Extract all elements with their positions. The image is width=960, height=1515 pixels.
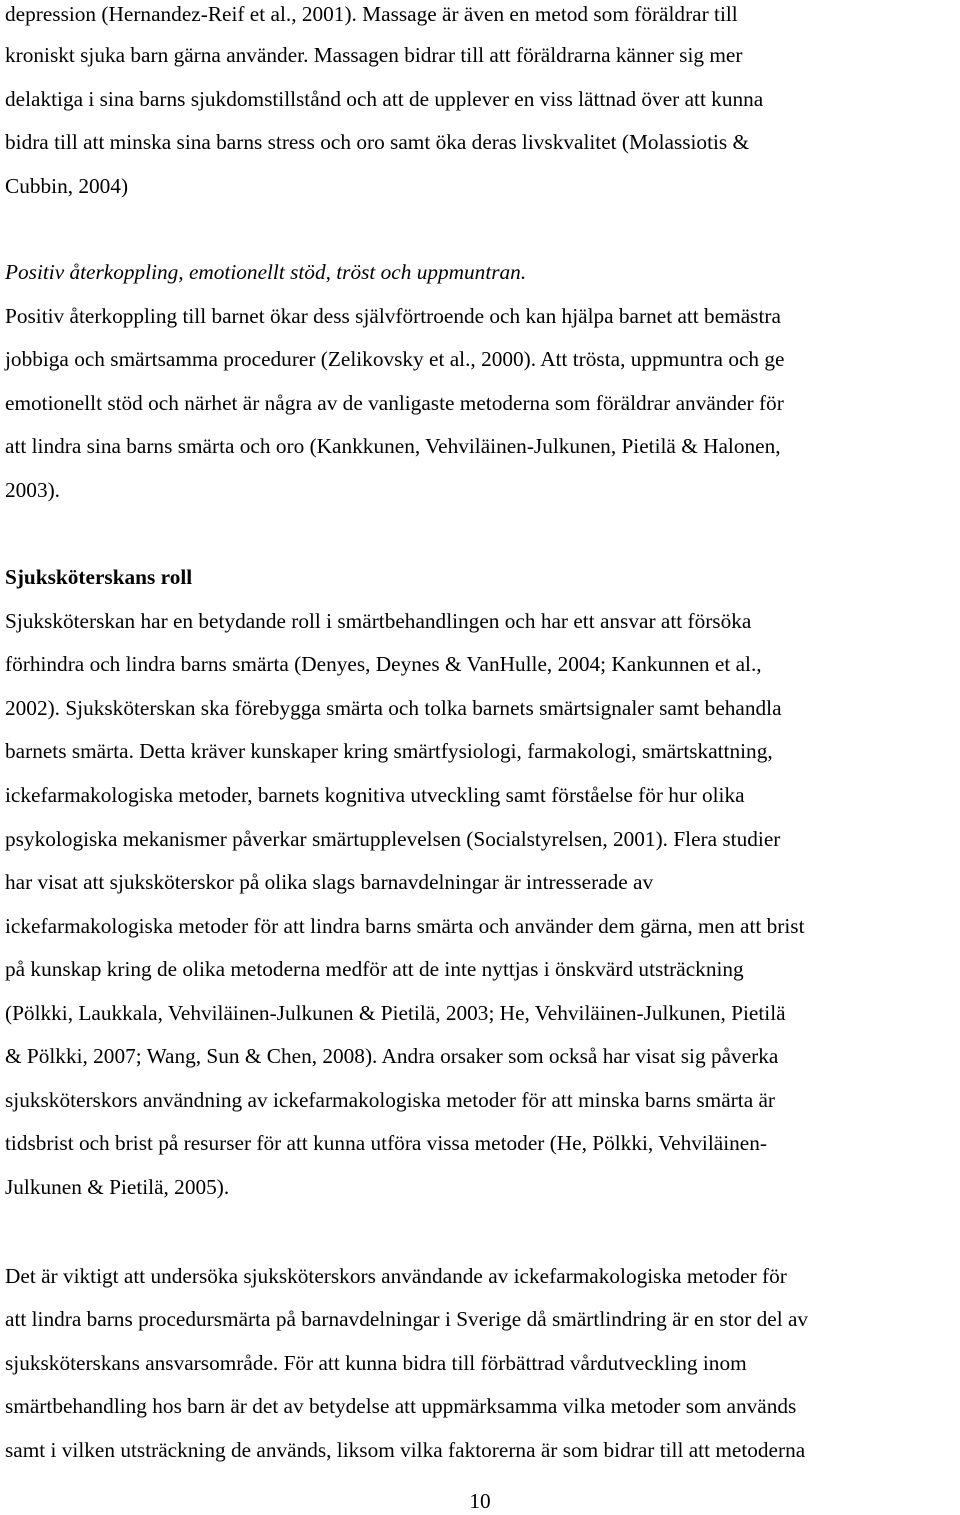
text-line: att lindra barns procedursmärta på barnavdelningar i Sverige då smärtlindring är en stor del av (5, 1307, 809, 1331)
text-line: tidsbrist och brist på resurser för att kunna utföra vissa metoder (He, Pölkki, Vehviläinen- (5, 1131, 767, 1155)
text-line: (Pölkki, Laukkala, Vehviläinen-Julkunen & Pietilä, 2003; He, Vehviläinen-Julkunen, Pietilä (5, 1001, 786, 1025)
subheading-italic: Positiv återkoppling, emotionellt stöd, tröst och uppmuntran. (5, 260, 527, 284)
text-line: 2002). Sjuksköterskan ska förebygga smärta och tolka barnets smärtsignaler samt behandla (5, 696, 782, 720)
text-line: sjuksköterskans ansvarsområde. För att kunna bidra till förbättrad vårdutveckling inom (5, 1351, 747, 1375)
text-line: depression (Hernandez-Reif et al., 2001). Massage är även en metod som föräldrar till (5, 2, 738, 26)
page-number: 10 (469, 1489, 491, 1513)
text-line: psykologiska mekanismer påverkar smärtupplevelsen (Socialstyrelsen, 2001). Flera studier (5, 827, 781, 851)
text-line: jobbiga och smärtsamma procedurer (Zelikovsky et al., 2000). Att trösta, uppmuntra och ge (5, 347, 785, 371)
text-line: på kunskap kring de olika metoderna medför att de inte nyttjas i önskvärd utsträckning (5, 957, 744, 981)
text-line: ickefarmakologiska metoder, barnets kognitiva utveckling samt förståelse för hur olika (5, 783, 745, 807)
text-line: kroniskt sjuka barn gärna använder. Massagen bidrar till att föräldrarna känner sig mer (5, 43, 743, 67)
text-line: Sjuksköterskan har en betydande roll i smärtbehandlingen och har ett ansvar att försöka (5, 609, 752, 633)
text-line: Julkunen & Pietilä, 2005). (5, 1175, 230, 1199)
text-line: delaktiga i sina barns sjukdomstillstånd och att de upplever en viss lättnad över att kunna (5, 87, 764, 111)
text-line: har visat att sjuksköterskor på olika slags barnavdelningar är intresserade av (5, 870, 654, 894)
text-line: barnets smärta. Detta kräver kunskaper kring smärtfysiologi, farmakologi, smärtskattning, (5, 739, 773, 763)
text-line: Cubbin, 2004) (5, 174, 129, 198)
text-line: bidra till att minska sina barns stress och oro samt öka deras livskvalitet (Molassiotis & (5, 130, 750, 154)
text-line: ickefarmakologiska metoder för att lindra barns smärta och använder dem gärna, men att brist (5, 914, 805, 938)
section-heading: Sjuksköterskans roll (5, 565, 193, 589)
text-line: förhindra och lindra barns smärta (Denyes, Deynes & VanHulle, 2004; Kankunnen et al., (5, 652, 762, 676)
text-line: att lindra sina barns smärta och oro (Kankkunen, Vehviläinen-Julkunen, Pietilä & Halonen, (5, 434, 781, 458)
text-line: & Pölkki, 2007; Wang, Sun & Chen, 2008). Andra orsaker som också har visat sig påverka (5, 1044, 779, 1068)
text-line: sjuksköterskors användning av ickefarmakologiska metoder för att minska barns smärta är (5, 1088, 776, 1112)
text-line: Positiv återkoppling till barnet ökar dess självförtroende och kan hjälpa barnet att bemästra (5, 304, 781, 328)
text-line: emotionellt stöd och närhet är några av de vanligaste metoderna som föräldrar använder för (5, 391, 784, 415)
text-line: 2003). (5, 478, 61, 502)
text-line: Det är viktigt att undersöka sjuksköterskors användande av ickefarmakologiska metoder för (5, 1264, 787, 1288)
text-line: smärtbehandling hos barn är det av betydelse att uppmärksamma vilka metoder som används (5, 1394, 797, 1418)
text-line: samt i vilken utsträckning de används, liksom vilka faktorerna är som bidrar till att metoderna (5, 1438, 806, 1462)
